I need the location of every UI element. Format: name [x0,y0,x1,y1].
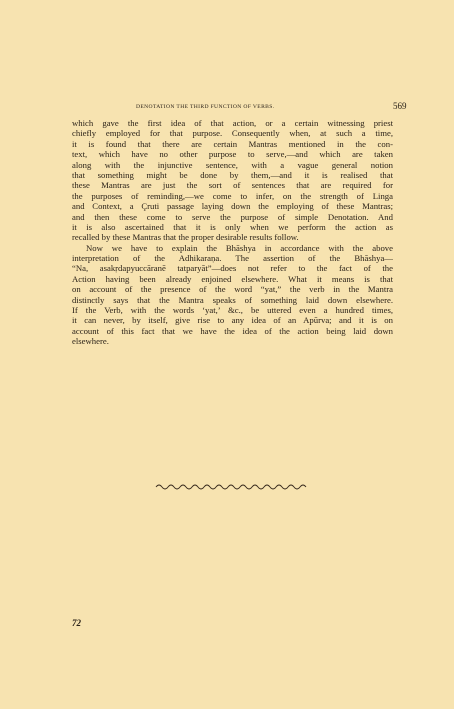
body-line: it is also ascertained that it is only when we perform the action as [72,221,393,232]
body-line: and then these come to serve the purpose of simple Denotation. And [72,211,393,222]
body-line: on account of the presence of the word “yat,” the verb in the Mantra [72,284,393,295]
body-line: Action having been already enjoined elsewhere. What it means is that [72,273,393,284]
page-number: 569 [393,101,407,111]
body-line: “Na, asakṛdapyuccāranē tatparyāt”—does not refer to the fact of the [72,263,393,274]
body-line: these Mantras are just the sort of sentences that are required for [72,180,393,191]
body-line: the purposes of reminding,—we come to infer, on the strength of Linga [72,190,393,201]
body-text [72,118,393,347]
body-line: it is found that there are certain Mantras mentioned in the con- [72,138,393,149]
body-line: Now we have to explain the Bhāshya in accordance with the above [86,242,393,253]
body-line: it can never, by itself, give rise to any idea of an Apūrva; and it is on [72,315,393,326]
body-line: interpretation of the Adhikaraṇa. The assertion of the Bhāshya— [72,253,393,264]
signature-mark: 72 [72,618,81,628]
body-line: text, which have no other purpose to serve,—and which are taken [72,149,393,160]
body-line: chiefly employed for that purpose. Consequently when, at such a time, [72,128,393,139]
body-line: elsewhere. [72,336,109,347]
body-line: along with the injunctive sentence, with a vague general notion [72,159,393,170]
body-line: If the Verb, with the words ‘yat,’ &c., be uttered even a hundred times, [72,305,393,316]
body-line: account of this fact that we have the idea of the action being laid down [72,325,393,336]
body-line: which gave the first idea of that action, or a certain witnessing priest [72,118,393,128]
running-head: DENOTATION THE THIRD FUNCTION OF VERBS. [136,104,275,110]
body-line: recalled by these Mantras that the proper desirable results follow. [72,232,299,243]
body-line: that something might be done by them,—and it is realised that [72,169,393,180]
section-divider-ornament [154,481,309,491]
body-line: and Context, a Çruti passage laying down the employing of these Mantras; [72,201,393,212]
body-line: distinctly says that the Mantra speaks of something laid down elsewhere. [72,294,393,305]
